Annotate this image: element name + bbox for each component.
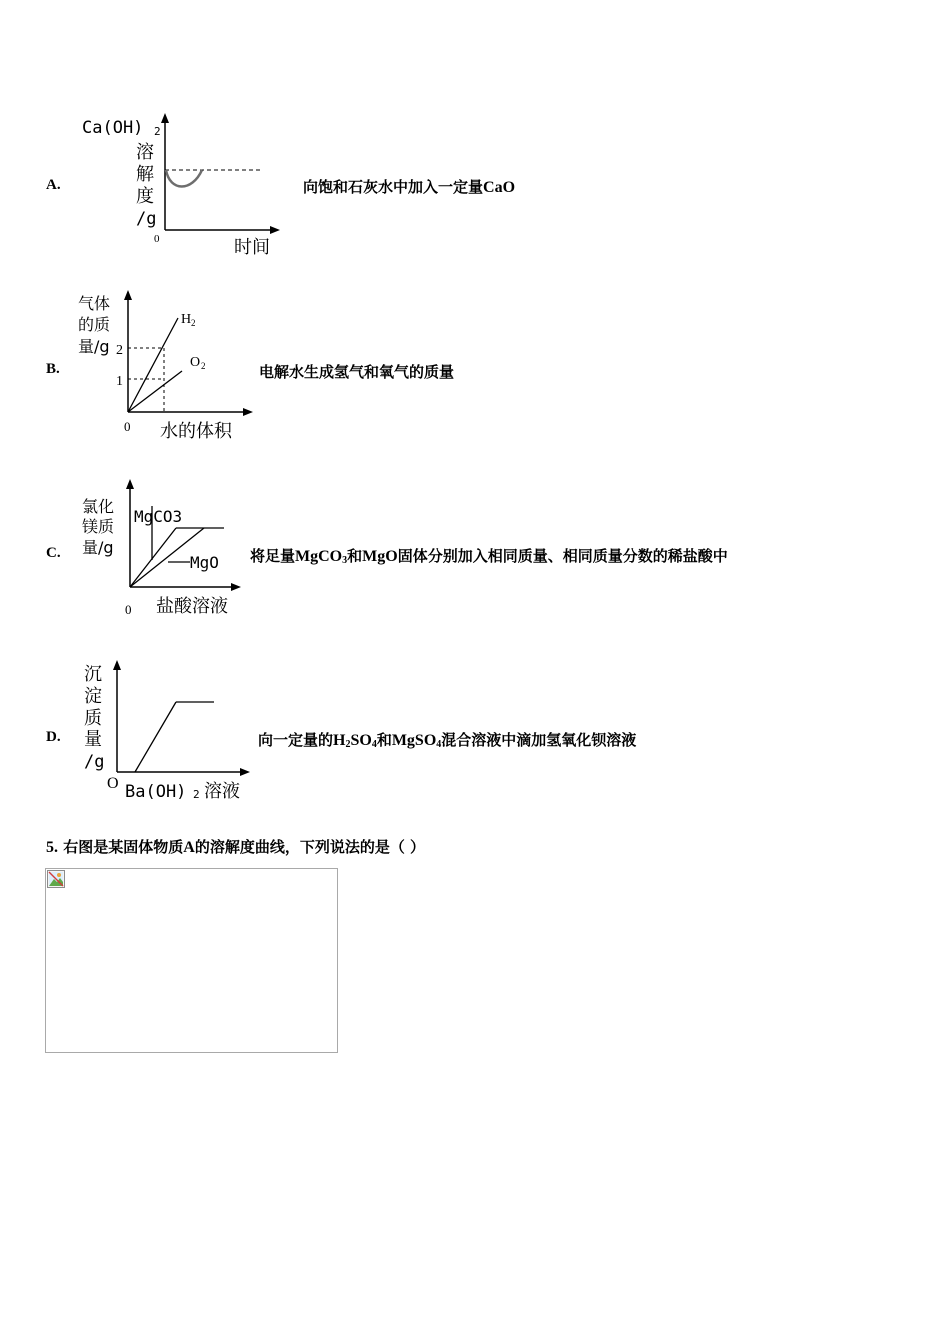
d-y-char-4: 量 <box>84 729 102 750</box>
b-y-title-2: 的质 <box>78 315 111 334</box>
a-y-char-4: /g <box>136 209 157 229</box>
b-y-title-3: 量/g <box>78 337 110 356</box>
option-c-label: C. <box>46 545 61 561</box>
option-a-description: 向饱和石灰水中加入一定量CaO <box>303 178 516 196</box>
d-y-char-1: 沉 <box>84 664 102 685</box>
option-d-description: 向一定量的$H_2SO_4$和MgSO$_4$混合溶液中滴加氢氧化钡溶液 <box>258 731 637 750</box>
c-y-title-1: 氯化 <box>82 497 115 516</box>
c-y-title-2: 镁质 <box>82 517 115 536</box>
b-origin: 0 <box>124 419 131 434</box>
a-y-char-2: 解 <box>136 164 154 185</box>
b-x-label: 水的体积 <box>160 421 232 442</box>
a-y-char-1: 溶 <box>136 142 154 163</box>
a-x-label: 时间 <box>234 237 270 258</box>
option-c-description: 将足量MgCO$_3$和MgO固体分别加入相同质量、相同质量分数的稀盐酸中 <box>250 547 728 566</box>
d-y-char-3: 质 <box>84 708 102 729</box>
option-a-graph <box>70 110 300 260</box>
option-b-graph <box>70 285 260 445</box>
c-mgo-label: MgO <box>190 553 219 572</box>
b-tick-2: 2 <box>116 343 123 358</box>
c-x-label: 盐酸溶液 <box>156 596 228 617</box>
option-d-label: D. <box>46 729 61 745</box>
d-x-label-sub: 2 <box>193 788 200 801</box>
d-x-label-a: Ba(OH) <box>125 782 187 802</box>
a-origin: 0 <box>154 233 160 245</box>
b-o2-sub: 2 <box>201 361 206 371</box>
a-y-title-top: Ca(OH) <box>82 118 144 138</box>
option-c-graph <box>70 470 250 620</box>
c-mgco3-label: MgCO3 <box>134 507 183 526</box>
option-a-label: A. <box>46 177 61 193</box>
d-y-char-5: /g <box>84 752 105 772</box>
c-y-title-3: 量/g <box>82 538 114 557</box>
broken-image-icon <box>47 870 65 888</box>
option-b-label: B. <box>46 361 60 377</box>
b-h2-label: H <box>181 312 192 327</box>
b-o2-label: O <box>190 355 201 370</box>
option-b-description: 电解水生成氢气和氧气的质量 <box>259 363 455 381</box>
d-y-char-2: 淀 <box>84 686 102 707</box>
b-h2-sub: 2 <box>191 318 196 328</box>
a-y-char-3: 度 <box>136 186 154 207</box>
question-5-text: 5. 右图是某固体物质A的溶解度曲线，下列说法的是（ ） <box>46 838 426 856</box>
a-y-title-sub: 2 <box>154 125 161 138</box>
broken-image-frame <box>45 868 338 1053</box>
c-origin: 0 <box>125 602 132 617</box>
b-tick-1: 1 <box>116 374 123 389</box>
b-y-title-1: 气体 <box>78 294 111 313</box>
d-origin: O <box>107 775 119 792</box>
option-d-graph <box>70 652 260 807</box>
question-5-number: 5. <box>46 839 58 856</box>
d-x-label-b: 溶液 <box>204 781 240 802</box>
